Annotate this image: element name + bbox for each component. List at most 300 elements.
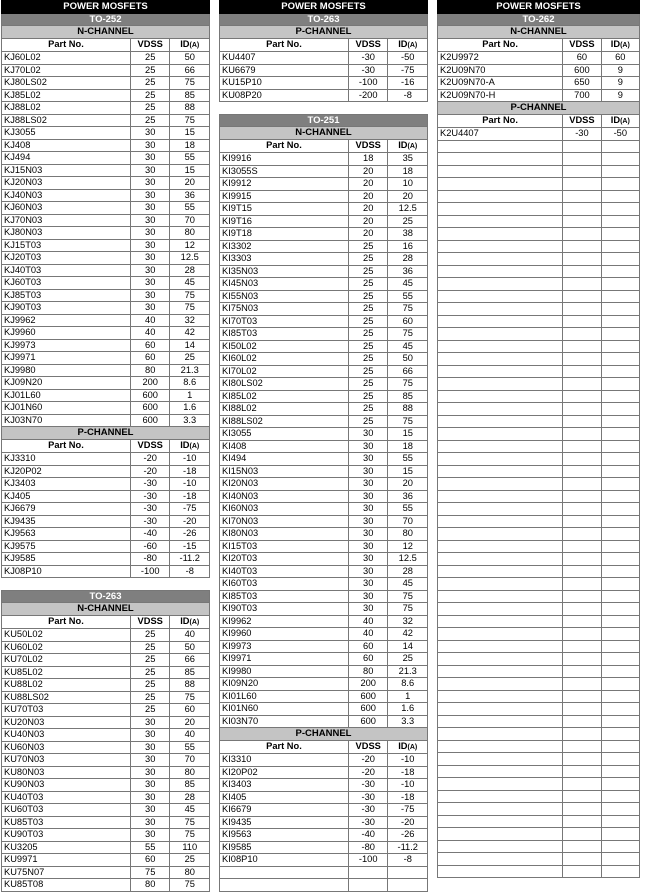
vdss-value: 600 [130,402,170,415]
part-row [220,779,428,792]
vdss-value: 25 [348,240,388,253]
part-number: KJ9962 [2,314,131,327]
id-value: -18 [170,490,210,503]
id-unit: (A) [407,743,418,751]
empty-row [438,178,640,191]
part-number: KJ01L60 [2,389,131,402]
id-value: 50 [170,641,210,654]
empty-cell [601,828,639,841]
empty-cell [438,540,563,553]
vdss-value: 30 [348,453,388,466]
empty-cell [601,365,639,378]
vdss-value: 25 [130,629,170,642]
part-number: KU60T03 [2,804,131,817]
part-row [2,804,210,817]
empty-row [438,728,640,741]
part-number: KJ60N03 [2,202,131,215]
id-value: 75 [388,415,428,428]
part-row [220,303,428,316]
empty-row [438,465,640,478]
id-value: 66 [388,365,428,378]
empty-row [438,428,640,441]
part-row [2,364,210,377]
channel-header [438,26,640,39]
part-row [220,528,428,541]
empty-cell [563,615,601,628]
part-row [220,615,428,628]
id-value: 25 [170,352,210,365]
empty-cell [438,240,563,253]
column-header-row [220,38,428,52]
part-number: KU6679 [220,64,349,77]
part-number: KJ01N60 [2,402,131,415]
id-value: 66 [170,654,210,667]
part-number: KI9960 [220,628,349,641]
id-value: 12 [170,239,210,252]
part-row [220,766,428,779]
empty-cell [563,290,601,303]
id-value: 55 [170,202,210,215]
id-value: 75 [170,302,210,315]
empty-cell [438,378,563,391]
empty-row [438,415,640,428]
part-number: KI70N03 [220,515,349,528]
part-number: KU60N03 [2,741,131,754]
vdss-value: 30 [130,277,170,290]
id-value: 75 [388,303,428,316]
empty-cell [563,328,601,341]
vdss-value: 30 [348,515,388,528]
column-header-row [220,139,428,153]
empty-cell [563,478,601,491]
part-row [2,302,210,315]
empty-cell [601,728,639,741]
empty-cell [438,753,563,766]
channel-header-label: P-CHANNEL [220,26,428,39]
part-row [2,854,210,867]
empty-cell [438,653,563,666]
id-value: 60 [601,52,639,65]
id-value: 70 [388,515,428,528]
empty-cell [438,715,563,728]
part-number: KI3302 [220,240,349,253]
vdss-value: 60 [563,52,601,65]
part-row [220,265,428,278]
package-header-label: TO-252 [2,13,210,26]
id-value: 12.5 [388,553,428,566]
part-row [220,390,428,403]
id-value: 18 [170,139,210,152]
empty-cell [438,315,563,328]
part-no-header: Part No. [2,615,131,629]
vdss-value: 25 [348,415,388,428]
empty-cell [601,840,639,853]
id-value: 75 [388,378,428,391]
part-row [2,791,210,804]
vdss-value: 40 [348,615,388,628]
part-number: K2U4407 [438,128,563,141]
empty-cell [563,265,601,278]
id-header: ID(A) [388,740,428,754]
part-number: KU3205 [2,841,131,854]
empty-cell [601,290,639,303]
empty-cell [438,153,563,166]
id-value: 75 [170,289,210,302]
part-number: KI9585 [220,841,349,854]
part-number: KI9912 [220,178,349,191]
part-row [220,52,428,65]
part-row [220,854,428,867]
package-header-label: TO-262 [438,13,640,26]
id-value: 85 [170,89,210,102]
part-row [220,253,428,266]
empty-row [438,315,640,328]
empty-row [438,440,640,453]
part-row [220,640,428,653]
empty-row [438,778,640,791]
vdss-value: -20 [348,766,388,779]
vdss-value: 30 [130,791,170,804]
empty-row [438,303,640,316]
empty-cell [601,353,639,366]
part-number: KI15N03 [220,465,349,478]
part-row [438,52,640,65]
part-row [2,528,210,541]
part-row [2,289,210,302]
part-row [2,465,210,478]
empty-cell [601,590,639,603]
part-row [220,754,428,767]
empty-row [438,265,640,278]
empty-cell [438,365,563,378]
empty-row [438,803,640,816]
empty-cell [438,778,563,791]
vdss-value: 30 [348,578,388,591]
vdss-value: 600 [348,690,388,703]
table-title [220,1,428,14]
part-row [2,139,210,152]
part-number: KI60N03 [220,503,349,516]
part-row [438,64,640,77]
part-row [2,377,210,390]
empty-cell [563,640,601,653]
id-value: 20 [170,716,210,729]
id-value: 14 [170,339,210,352]
vdss-value: 30 [130,139,170,152]
part-number: KJ9971 [2,352,131,365]
id-header: ID(A) [388,139,428,153]
id-value: 75 [388,603,428,616]
part-row [2,565,210,578]
id-value: 80 [170,866,210,879]
column-header-row [220,740,428,754]
vdss-value: 60 [130,352,170,365]
vdss-value: 30 [348,503,388,516]
id-value: 45 [388,278,428,291]
empty-row [438,790,640,803]
part-number: KU40N03 [2,729,131,742]
part-number: KJ20P02 [2,465,131,478]
empty-cell [563,840,601,853]
id-value: -10 [388,754,428,767]
vdss-value: 600 [130,389,170,402]
vdss-value: 20 [348,203,388,216]
id-value: 32 [170,314,210,327]
vdss-value: -30 [348,64,388,77]
vdss-value: -100 [130,565,170,578]
id-value: 80 [170,227,210,240]
id-value: 14 [388,640,428,653]
id-value: -75 [388,64,428,77]
vdss-value: -20 [130,453,170,466]
part-row [2,389,210,402]
vdss-value: -30 [348,791,388,804]
part-row [220,453,428,466]
part-row [220,428,428,441]
empty-cell [601,815,639,828]
part-number: KI9435 [220,816,349,829]
id-value: 55 [388,453,428,466]
id-unit: (A) [620,41,630,49]
empty-cell [563,565,601,578]
empty-cell [601,165,639,178]
empty-cell [563,728,601,741]
empty-cell [563,740,601,753]
empty-cell [601,778,639,791]
vdss-value: 25 [348,365,388,378]
part-number: KI9T18 [220,228,349,241]
empty-cell [563,790,601,803]
empty-row [438,753,640,766]
id-unit: (A) [189,442,200,450]
vdss-value: 600 [563,64,601,77]
part-number: KJ9563 [2,528,131,541]
vdss-value: 30 [348,553,388,566]
empty-row [438,578,640,591]
part-row [220,665,428,678]
package-header [2,13,210,26]
empty-cell [563,340,601,353]
empty-row [438,628,640,641]
part-number: KJ85L02 [2,89,131,102]
empty-cell [563,590,601,603]
id-value: 85 [388,390,428,403]
spacer-cell [2,578,210,591]
part-number: KI80LS02 [220,378,349,391]
part-number: KJ80LS02 [2,77,131,90]
empty-cell [438,590,563,603]
id-header: ID(A) [170,615,210,629]
id-header: ID(A) [601,38,639,52]
part-number: KI50L02 [220,340,349,353]
part-row [220,603,428,616]
part-row [2,716,210,729]
empty-cell [438,728,563,741]
empty-cell [438,265,563,278]
empty-cell [601,615,639,628]
vdss-value: 25 [130,691,170,704]
vdss-value: 700 [563,89,601,102]
part-number: KI70L02 [220,365,349,378]
empty-cell [438,178,563,191]
id-value: 75 [170,829,210,842]
id-value: 28 [388,253,428,266]
empty-row [438,715,640,728]
empty-row [438,853,640,866]
vdss-value: 55 [130,841,170,854]
part-row [220,215,428,228]
empty-cell [601,390,639,403]
part-row [2,264,210,277]
vdss-value: 30 [130,804,170,817]
id-header: ID(A) [601,114,639,128]
part-number: KJ3310 [2,453,131,466]
vdss-value: 25 [130,77,170,90]
id-value: -20 [388,816,428,829]
part-number: KU90N03 [2,779,131,792]
empty-cell [601,678,639,691]
empty-cell [601,740,639,753]
channel-header [220,26,428,39]
id-value: -8 [170,565,210,578]
vdss-value: 30 [348,478,388,491]
part-number: KJ494 [2,152,131,165]
part-row [2,102,210,115]
part-number: KI35N03 [220,265,349,278]
id-value: 36 [170,189,210,202]
id-value: 70 [170,214,210,227]
part-row [2,553,210,566]
empty-cell [563,190,601,203]
empty-cell [438,678,563,691]
empty-cell [601,228,639,241]
empty-cell [220,879,349,892]
empty-cell [563,853,601,866]
part-row [220,240,428,253]
empty-cell [601,278,639,291]
vdss-value: -40 [348,829,388,842]
id-value: 1.6 [388,703,428,716]
empty-cell [601,578,639,591]
empty-row [438,403,640,416]
empty-cell [438,665,563,678]
empty-row [438,340,640,353]
vdss-value: 30 [348,528,388,541]
part-row [220,540,428,553]
id-value: 15 [388,428,428,441]
vdss-value: 30 [130,164,170,177]
id-value: -10 [170,453,210,466]
empty-cell [438,503,563,516]
empty-row [438,678,640,691]
part-number: KI60T03 [220,578,349,591]
empty-cell [438,528,563,541]
vdss-value: 25 [348,290,388,303]
vdss-value: 30 [348,590,388,603]
part-number: KI3055 [220,428,349,441]
empty-cell [601,853,639,866]
part-number: KI40N03 [220,490,349,503]
id-value: 12.5 [388,203,428,216]
table-title-label: POWER MOSFETS [2,1,210,14]
part-number: KI03N70 [220,715,349,728]
empty-cell [438,578,563,591]
empty-row [220,866,428,879]
empty-cell [438,478,563,491]
empty-cell [563,365,601,378]
empty-cell [563,390,601,403]
id-value: 60 [388,315,428,328]
part-row [220,403,428,416]
part-no-header: Part No. [438,38,563,52]
id-value: 66 [170,64,210,77]
empty-cell [601,415,639,428]
part-number: KJ9960 [2,327,131,340]
vdss-value: 30 [130,214,170,227]
part-row [220,829,428,842]
empty-cell [563,515,601,528]
empty-row [438,153,640,166]
id-value: 3.3 [170,414,210,427]
channel-header-label: P-CHANNEL [220,728,428,741]
part-number: KI20T03 [220,553,349,566]
vdss-value: 20 [348,178,388,191]
vdss-value: 30 [130,152,170,165]
part-number: KI08P10 [220,854,349,867]
part-row [220,816,428,829]
part-number: KU88LS02 [2,691,131,704]
part-number: KJ9435 [2,515,131,528]
id-value: 40 [170,629,210,642]
vdss-value: -30 [130,478,170,491]
empty-cell [601,640,639,653]
empty-cell [601,428,639,441]
part-row [2,829,210,842]
id-value: -10 [388,779,428,792]
part-row [220,628,428,641]
id-value: 75 [388,328,428,341]
id-value: 28 [388,565,428,578]
part-row [2,704,210,717]
part-number: KU4407 [220,52,349,65]
vdss-header: VDSS [130,38,170,52]
empty-cell [438,828,563,841]
part-row [2,114,210,127]
part-number: KI40T03 [220,565,349,578]
part-number: KJ9575 [2,540,131,553]
part-number: KU20N03 [2,716,131,729]
part-number: KJ88LS02 [2,114,131,127]
empty-row [438,290,640,303]
empty-cell [438,490,563,503]
empty-cell [438,640,563,653]
empty-row [438,815,640,828]
spacer-cell [220,102,428,115]
vdss-value: 80 [130,879,170,892]
vdss-value: -30 [348,816,388,829]
part-number: KJ3055 [2,127,131,140]
part-row [2,540,210,553]
part-row [2,879,210,892]
vdss-value: 25 [348,378,388,391]
part-row [2,453,210,466]
package-header-label: TO-263 [2,590,210,603]
id-header: ID(A) [388,38,428,52]
empty-row [438,203,640,216]
part-row [220,791,428,804]
empty-row [438,190,640,203]
part-number: KU60L02 [2,641,131,654]
